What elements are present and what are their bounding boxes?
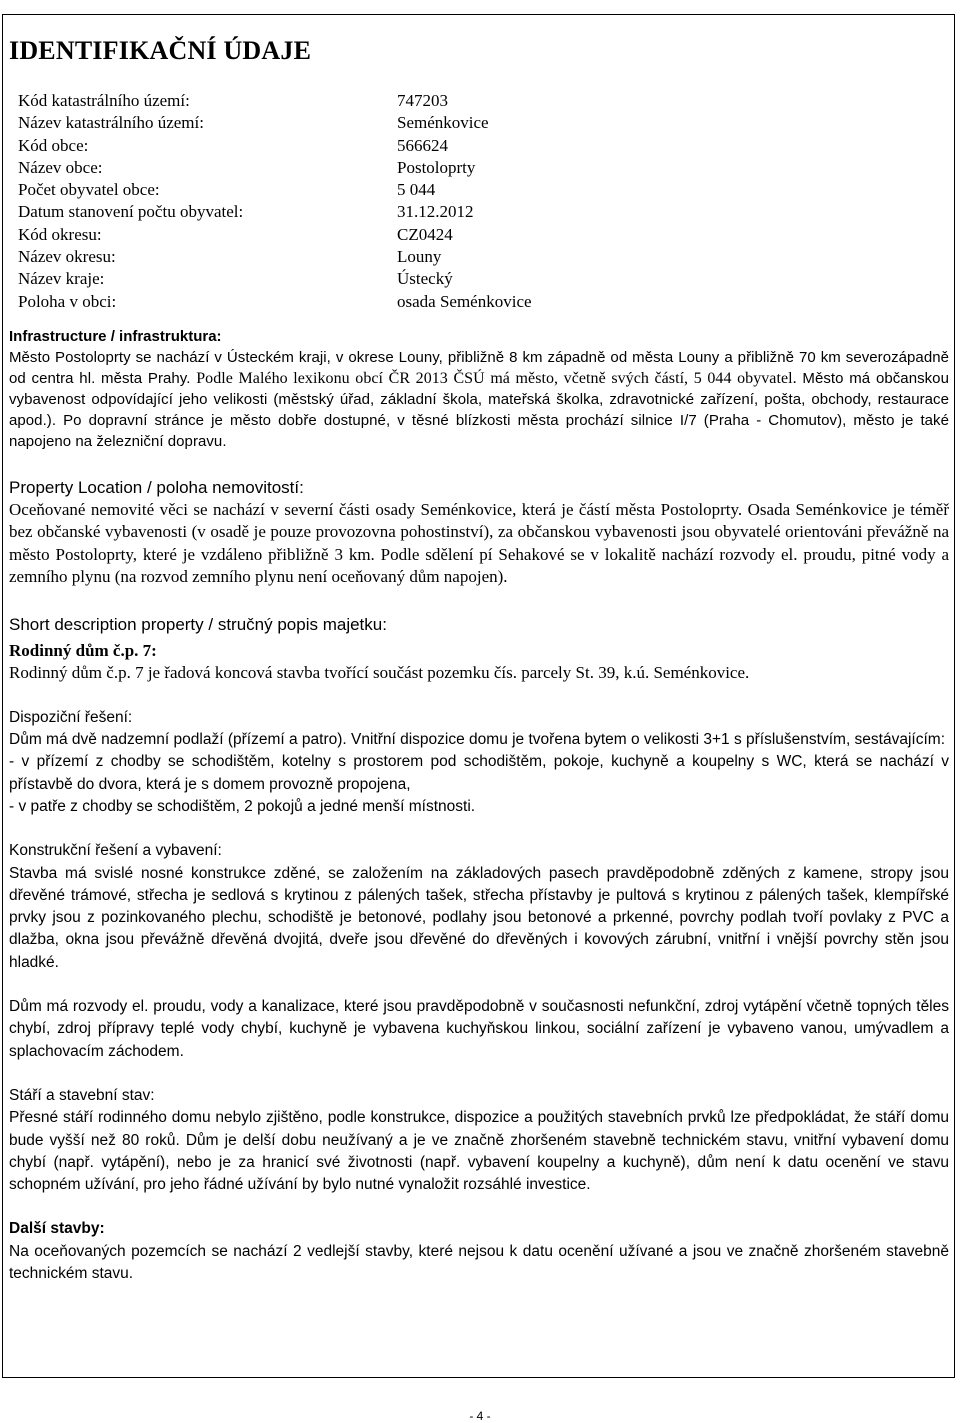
ident-row [18,157,949,179]
infrastructure-text [9,347,949,452]
disposition-section [9,707,949,818]
ident-row [18,268,949,290]
ident-value: Louny [397,247,442,267]
ident-row [18,291,949,313]
other-buildings-text: Na oceňovaných pozemcích se nachází 2 vedlejší stavby, které nejsou k datu ocenění užívané a jsou ve značně zhoršeném stavebně technickém stavu. [9,1242,949,1282]
disposition-p1: Dům má dvě nadzemní podlaží (přízemí a patro). Vnitřní dispozice domu je tvořena bytem o velikosti 3+1 s příslušenstvím, sestávajícím: [9,731,945,749]
infrastructure-section [9,326,949,452]
ident-row [18,135,949,157]
short-description-section [9,614,949,685]
property-location-text: Oceňované nemovité věci se nachází v severní části osady Seménkovice, která je částí města Postoloprty. Osada Seménkovice je téměř bez občanské vybavenosti (v osadě je pouze provozovna pohostinství), za občanskou vybavenosti jsou obyvatelé orientováni převážně na město Postoloprty, které je vzdáleno přibližně 3 km. Podle sdělení pí Sehakové se v lokalitě nachází rozvody el. proudu, pitné vody a zemního plynu (na rozvod zemního plynu není oceňovaný dům napojen). [9,499,949,586]
infrastructure-heading: Infrastructure / infrastruktura: [9,327,222,345]
ident-row [18,112,949,134]
page-number: - 4 - [469,1409,491,1423]
ident-label: Datum stanovení počtu obyvatel: [18,202,244,222]
ident-value: Postoloprty [397,157,476,177]
short-description-heading: Short description property / stručný popis majetku: [9,615,387,635]
ident-row [18,179,949,201]
ident-value: osada Seménkovice [397,291,532,311]
construction-section [9,840,949,1063]
ident-value: CZ0424 [397,224,453,244]
infrastructure-text-part1: Město Postoloprty se nachází v Ústeckém kraji, v okrese Louny, přibližně 8 km západně od města Louny a přibližně 70 km severozápadně od centra hl. města Prahy. [9,348,949,387]
short-description-subheading: Rodinný dům č.p. 7: [9,641,157,661]
page-title: IDENTIFIKAČNÍ ÚDAJE [9,36,312,65]
ident-label: Název katastrálního území: [18,113,204,133]
paragraph-gap [9,974,949,996]
ident-label: Kód katastrálního území: [18,91,190,110]
infrastructure-text-part2: Podle Malého lexikonu obcí ČR 2013 ČSÚ má město, včetně svých částí, 5 044 obyvatel. [196,369,797,387]
disposition-p3: - v patře z chodby se schodištěm, 2 pokojů a jedné menší místnosti. [9,797,476,815]
ident-row [18,90,949,112]
identification-list [18,90,949,313]
ident-value: 566624 [397,135,448,155]
infrastructure-text-part3: Město má občanskou vybavenost odpovídající jeho velikosti (městský úřad, základní škola, mateřská školka, zdravotnické zařízení, pošta, obchody, restaurace apod.). Po dopravní stránce je město dobře dostupné, v těsné blízkosti města prochází silnice I/7 (Praha - Chomutov), město je také napojeno na železniční dopravu. [9,369,949,450]
property-location-section [9,477,949,588]
ident-label: Název okresu: [18,247,116,267]
age-heading: Stáří a stavební stav: [9,1086,155,1104]
ident-row [18,246,949,268]
ident-value: 31.12.2012 [397,202,474,222]
ident-label: Počet obyvatel obce: [18,180,160,200]
property-location-heading: Property Location / poloha nemovitostí: [9,477,304,497]
ident-label: Název obce: [18,157,103,177]
ident-label: Název kraje: [18,269,105,289]
construction-p2: Dům má rozvody el. proudu, vody a kanalizace, které jsou pravděpodobně v současnosti nefunkční, zdroj vytápění včetně topných těles chybí, zdroj přípravy teplé vody chybí, kuchyně je vybavena kuchyňskou linkou, sociální zařízení je vybaveno vanou, umývadlem a splachovacím záchodem. [9,998,949,1060]
ident-label: Poloha v obci: [18,291,117,311]
disposition-p2: - v přízemí z chodby se schodištěm, kotelny s prostorem pod schodištěm, pokoje, kuchyně a koupelny s WC, která se nachází v přístavbě do dvora, která je s domem provozně propojena, [9,753,949,793]
disposition-heading: Dispoziční řešení: [9,708,133,726]
other-buildings-section [9,1218,949,1285]
ident-label: Kód okresu: [18,224,102,244]
ident-row [18,201,949,223]
construction-heading: Konstrukční řešení a vybavení: [9,842,222,860]
ident-value: 747203 [397,91,448,110]
construction-p1: Stavba má svislé nosné konstrukce zděné, se založením na základových pasech pravděpodobně zděných z kamene, stropy jsou dřevěné trámové, střecha je sedlová s krytinou z pálených tašek, střecha přístavby je pultová s krytinou z pálených tašek, klempířské prvky jsou z pozinkovaného plechu, schodiště je betonové, podlahy jsou betonové a prkenné, povrchy podlah tvoří povlaky z PVC a dlažba, okna jsou převážně dřevěná dvojitá, dveře jsou dřevěné do dřevěných i kovových zárubní, vnitřní i vnější povrchy stěn jsou hladké. [9,864,949,971]
age-section [9,1085,949,1196]
ident-value: Ústecký [397,269,453,289]
short-description-text: Rodinný dům č.p. 7 je řadová koncová stavba tvořící součást pozemku čís. parcely St. 39, k.ú. Seménkovice. [9,663,750,683]
ident-row [18,224,949,246]
ident-value: Seménkovice [397,113,489,133]
age-text: Přesné stáří rodinného domu nebylo zjištěno, podle konstrukce, dispozice a použitých stavebních prvků lze předpokládat, že stáří domu bude vyšší než 80 roků. Dům je delší dobu neužívaný a je ve značně zhoršeném stavebně technickém stavu, vnitřní vybavení domu chybí (např. vytápění), nebo je za hranicí své životnosti (např. vybavení koupelny a kuchyně), dům není k datu ocenění ve stavu schopném užívání, pro jeho řádné užívání by bylo nutné vynaložit rozsáhlé investice. [9,1109,949,1194]
ident-value: 5 044 [397,180,436,200]
other-buildings-heading: Další stavby: [9,1220,105,1238]
document-body [9,34,949,1285]
ident-label: Kód obce: [18,135,89,155]
